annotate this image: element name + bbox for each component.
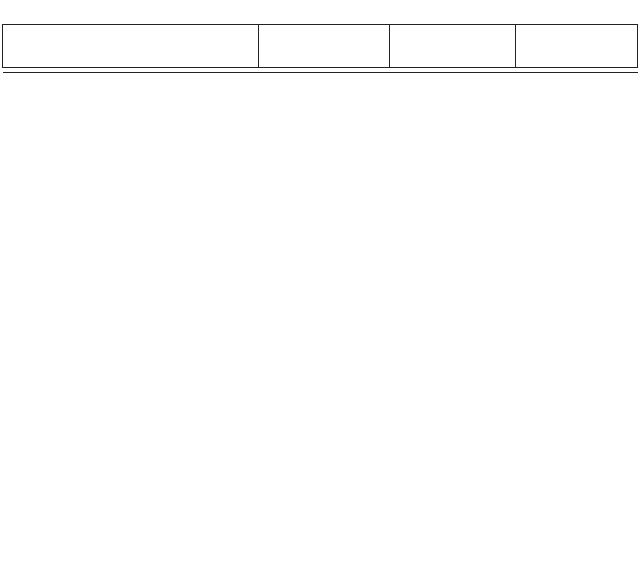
table-caption (0, 0, 640, 24)
results-table (2, 24, 638, 73)
header-100 (390, 25, 516, 68)
header-50 (259, 25, 390, 68)
header-sup1000 (516, 25, 638, 68)
header-nl (3, 25, 259, 68)
caption-line-clipped (0, 0, 640, 4)
section-separator (3, 68, 638, 73)
header-row (3, 25, 638, 68)
